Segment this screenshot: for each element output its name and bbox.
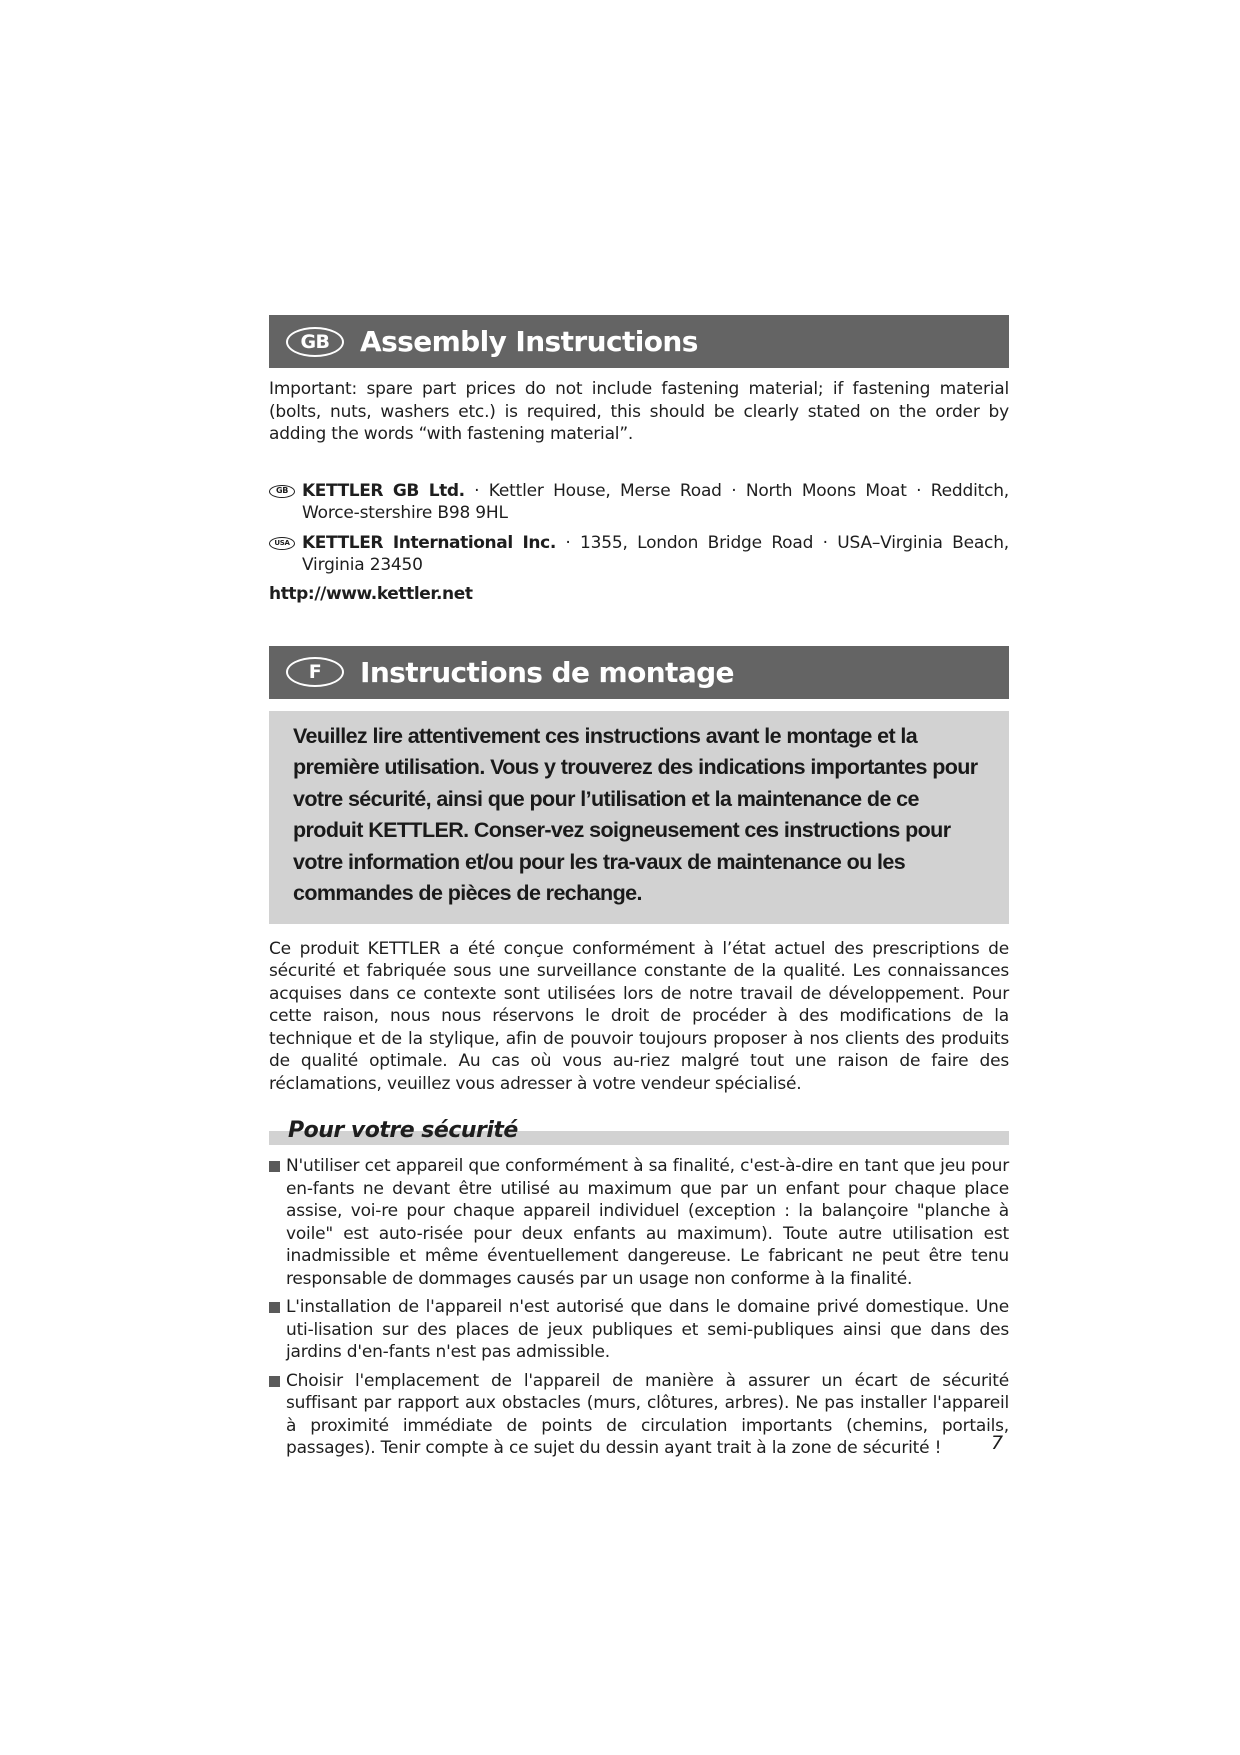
read-instructions-notice: Veuillez lire attentivement ces instructions avant le montage et la première utilisation. Vous y trouverez des indications importantes pour votre sécurité, ainsi que pour l’utilisation et la maintenance de ce produit KETTLER. Conser-vez soigneusement ces instructions pour votre information et/ou pour les tra-vaux de maintenance ou les commandes de pièces de rechange. [269,711,1009,924]
square-bullet-icon [269,1161,280,1172]
f-section-header [269,646,1009,699]
address-usa-company: KETTLER International Inc. [302,532,556,553]
gb-section-header [269,315,1009,368]
square-bullet-icon [269,1376,280,1387]
gb-language-badge: GB [286,327,344,357]
list-item [269,1296,1009,1364]
safety-item-text: Choisir l'emplacement de l'appareil de manière à assurer un écart de sécurité suffisant par rapport aux obstacles (murs, clôtures, arbres). Ne pas installer l'appareil à proximité immédiate de points de circulation importants (chemins, portails, passages). Tenir compte à ce sujet du dessin ayant trait à la zone de sécurité ! [286,1370,1009,1458]
f-language-badge: F [286,657,344,687]
gb-important-note: Important: spare part prices do not include fastening material; if fastening material (bolts, nuts, washers etc.) is required, this should be clearly stated on the order by adding the words “with fastening material”. [269,379,1009,444]
address-usa [269,532,1009,577]
list-item [269,1370,1009,1460]
address-gb-text [302,480,1009,525]
address-list [269,480,1009,577]
list-item [269,1155,1009,1290]
square-bullet-icon [269,1302,280,1313]
safety-heading-text: Pour votre sécurité [288,1118,518,1143]
safety-list [269,1155,1009,1460]
website-link[interactable]: http://www.kettler.net [269,583,473,604]
address-usa-street: · 1355, London Bridge Road · USA–Virginia Beach, Virginia 23450 [302,532,1009,575]
safety-item-text: N'utiliser cet appareil que conformément à sa finalité, c'est-à-dire en tant que jeu pour en-fants ne devant être utilisé au maximum que par un enfant pour chaque place assise, voi-re pour chaque appareil individuel (exception : la balançoire "planche à voile" est auto-risée pour deux enfants au maximum). Toute autre utilisation est inadmissible et même éventuellement dangereuse. Le fabricant ne peut être tenu responsable de dommages causés par un usage non conforme à la finalité. [286,1156,1009,1289]
address-gb [269,480,1009,525]
gb-section-title: Assembly Instructions [360,325,698,358]
safety-heading [269,1115,1009,1145]
safety-item-text: L'installation de l'appareil n'est autorisé que dans le domaine privé domestique. Une uti-lisation sur des places de jeux publiques et semi-publiques ainsi que dans des jardins d'en-fants n'est pas admissible. [286,1297,1009,1362]
address-gb-company: KETTLER GB Ltd. [302,480,465,501]
address-usa-text [302,532,1009,577]
product-intro-paragraph: Ce produit KETTLER a été conçue conformément à l’état actuel des prescriptions de sécurité et fabriquée sous une surveillance constante de la qualité. Les connaissances acquises dans ce contexte sont utilisées lors de notre travail de développement. Pour cette raison, nous nous réservons le droit de procéder à des modifications de la technique et de la stylique, afin de pouvoir toujours proposer à nos clients des produits de qualité optimale. Au cas où vous au-riez malgré tout une raison de faire des réclamations, veuillez vous adresser à votre vendeur spécialisé. [269,938,1009,1094]
usa-flag-icon: USA [269,537,295,550]
address-gb-street: · Kettler House, Merse Road · North Moons Moat · Redditch, Worce-stershire B98 9HL [302,480,1009,523]
page-number: 7 [991,1432,1004,1454]
gb-flag-icon: GB [269,485,295,498]
document-page [269,315,1009,1466]
f-section-title: Instructions de montage [360,655,734,689]
